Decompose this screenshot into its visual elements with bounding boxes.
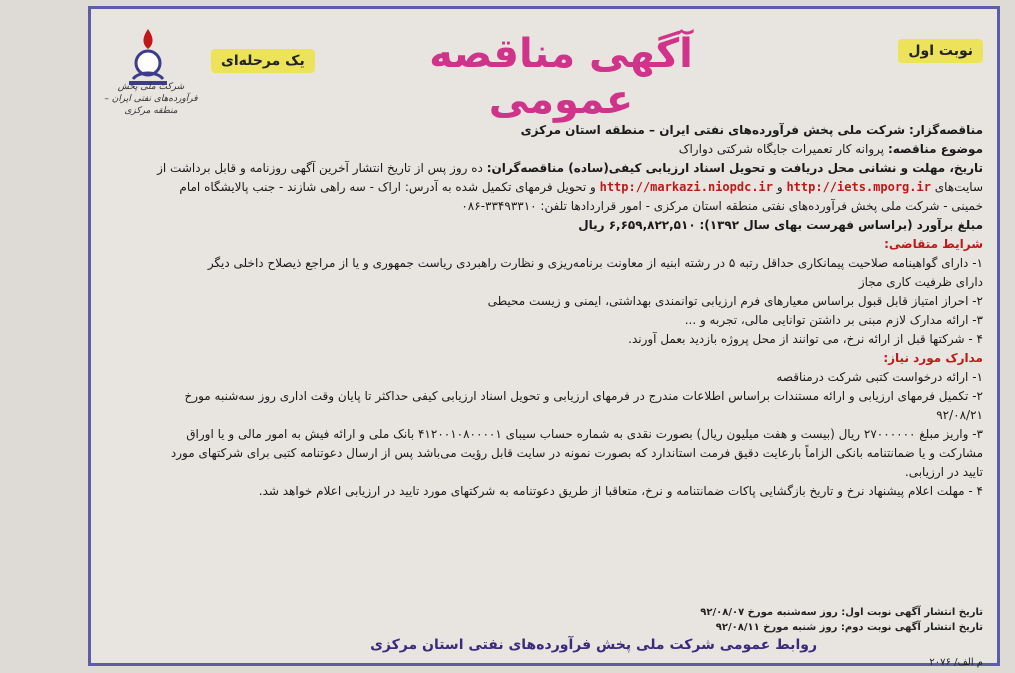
document-item-cont: مشارکت و یا ضمانتنامه بانکی الزاماً بارعایت دقیق فرمت استاندارد که بصورت نمونه در سایت قابل رؤیت می‌باشد پس از ارسال دعوتنامه کتبی برای شرکتهای مورد xyxy=(170,446,983,460)
condition-item: ۱- دارای گواهینامه صلاحیت پیمانکاری حداقل رتبه ۵ در رشته ابنیه از معاونت برنامه‌ریزی و نظارت راهبردی ریاست جمهوری و یا از مراجع ذیصلاح داخلی دیگر xyxy=(207,256,983,270)
document-item-cont: ۹۲/۰۸/۲۱ xyxy=(936,408,983,422)
document-item-cont: تایید در ارزیابی. xyxy=(904,465,983,479)
estimate-line: مبلغ برآورد (براساس فهرست بهای سال ۱۳۹۲): ۶,۶۵۹,۸۲۲,۵۱۰ ریال xyxy=(578,218,983,232)
address-line: خمینی - شرکت ملی پخش فرآورده‌های نفتی منطقه استان مرکزی - امور قراردادها تلفن: ۳۳۴۹۳۳۱۰-۰۸۶ xyxy=(461,199,983,213)
logo-caption: شرکت ملی پخش فرآورده‌های نفتی ایران – منطقه مرکزی xyxy=(104,82,198,116)
notice-title: آگهی مناقصه عمومی xyxy=(429,31,693,123)
public-relations-signature: روابط عمومی شرکت ملی پخش فرآورده‌های نفتی استان مرکزی xyxy=(370,637,817,653)
publication-dates xyxy=(700,605,983,635)
single-stage-tag: یک مرحله‌ای xyxy=(211,49,315,73)
conditions-heading: شرایط متقاضی: xyxy=(884,237,983,251)
second-publication-date: تاریخ انتشار آگهی نوبت دوم: روز شنبه مورخ ۹۲/۰۸/۱۱ xyxy=(715,622,983,633)
condition-item-cont: دارای ظرفیت کاری مجاز xyxy=(858,275,983,289)
condition-item: ۲- احراز امتیاز قابل قبول براساس معیارهای فرم ارزیابی توانمندی بهداشتی، ایمنی و زیست محیطی xyxy=(487,294,983,308)
iets-link[interactable]: http://iets.mporg.ir xyxy=(786,180,931,194)
document-item: ۳- واریز مبلغ ۲۷۰۰۰۰۰۰ ریال (بیست و هفت میلیون ریال) بصورت نقدی به شماره حساب سیبای ۴۱۲۰۰۱۰۸۰۰۰۰۱ بانک ملی و ارائه فیش به امور مالی و یا اوراق xyxy=(186,427,983,441)
sites-line: سایت‌های http://iets.mporg.ir و http://markazi.niopdc.ir و تحویل فرمهای تکمیل شده به آدرس: اراک - سه راهی شازند - جنب پالایشگاه امام xyxy=(179,180,983,194)
subject-line: موضوع مناقصه: پروانه کار تعمیرات جایگاه شرکتی دواراک xyxy=(678,142,983,156)
first-notice-tag: نوبت اول xyxy=(898,39,983,63)
tenderer-line: مناقصه‌گزار: شرکت ملی پخش فرآورده‌های نفتی ایران – منطقه استان مرکزی xyxy=(520,123,983,137)
condition-item: ۴ - شرکتها قبل از ارائه نرخ، می توانند از محل پروژه بازدید بعمل آورند. xyxy=(628,332,983,346)
notice-body xyxy=(105,121,983,501)
deadline-line: تاریخ، مهلت و نشانی محل دریافت و تحویل اسناد ارزیابی کیفی(ساده) مناقصه‌گران: ده روز پس از تاریخ انتشار آخرین آگهی روزنامه و قابل برداشت از xyxy=(157,161,983,175)
notice-header xyxy=(91,9,997,123)
document-item: ۱- ارائه درخواست کتبی شرکت درمناقصه xyxy=(776,370,983,384)
document-item: ۲- تکمیل فرمهای ارزیابی و ارائه مستندات براساس اطلاعات مندرج در فرمهای ارزیابی و تحویل اسناد ارزیابی کیفی حداکثر تا پایان وقت اداری روز سه‌شنبه مورخ xyxy=(184,389,983,403)
niopdc-link[interactable]: http://markazi.niopdc.ir xyxy=(599,180,773,194)
documents-heading: مدارک مورد نیاز: xyxy=(883,351,983,365)
tender-notice-frame xyxy=(88,6,1000,666)
first-publication-date: تاریخ انتشار آگهی نوبت اول: روز سه‌شنبه مورخ ۹۲/۰۸/۰۷ xyxy=(700,607,983,618)
condition-item: ۳- ارائه مدارک لازم مبنی بر داشتن توانایی مالی، تجربه و ... xyxy=(684,313,983,327)
document-item: ۴ - مهلت اعلام پیشنهاد نرخ و تاریخ بازگشایی پاکات ضمانتنامه و نرخ، متعاقبا از طریق دعوتنامه به شرکتهای مورد تایید در ارزیابی اعلام خواهد شد. xyxy=(258,484,983,498)
ad-code: م الف/ ۲۰۷۶ xyxy=(929,657,983,668)
